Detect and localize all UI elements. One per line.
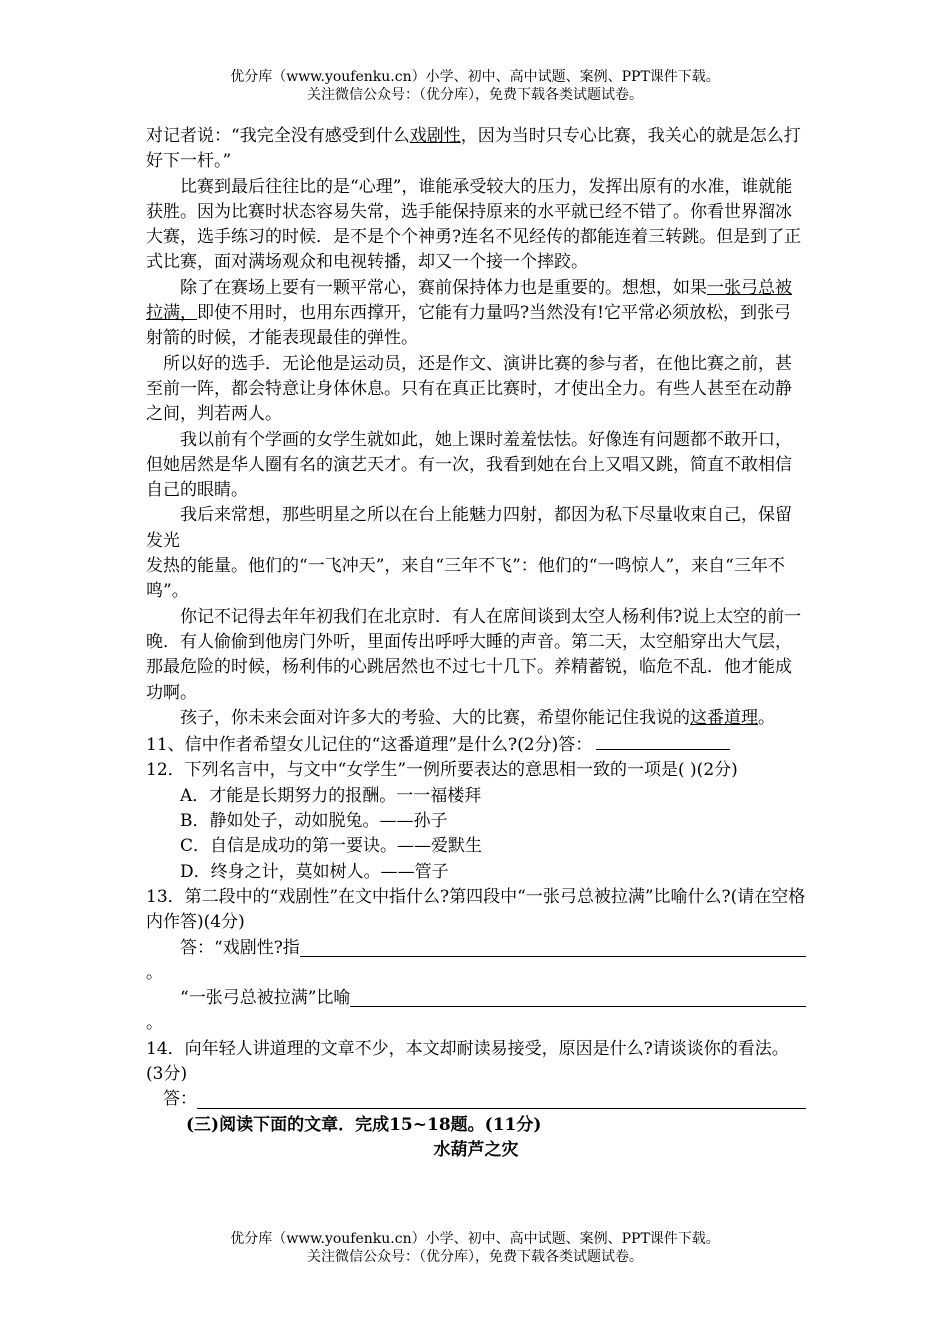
paragraph-8	[146, 706, 806, 731]
question-13-answer-2-label: “一张弓总被拉满”比喻	[180, 988, 351, 1009]
question-14-answer-label: 答：	[163, 1089, 197, 1110]
paragraph-3-text-a: 除了在赛场上要有一颗平常心，赛前保持体力也是重要的。想想，如果	[180, 277, 707, 298]
question-13-answer-2	[146, 986, 806, 1011]
question-13-answer-1	[146, 936, 806, 961]
paragraph-4: 所以好的选手．无论他是运动员，还是作文、演讲比赛的参与者，在他比赛之前，甚至前一阵，都会特意让身体休息。只有在真正比赛时，才使出全力。有些人甚至在动静之间，判若两人。	[146, 353, 792, 425]
header-line-2: 关注微信公众号：（优分库），免费下载各类试题试卷。	[307, 87, 643, 103]
question-14-answer-blank[interactable]	[197, 1088, 806, 1109]
question-13-answer-2-blank[interactable]	[350, 986, 806, 1007]
page-header	[0, 68, 950, 104]
question-14: 14．向年轻人讲道理的文章不少，本文却耐读易接受，原因是什么?请谈谈你的看法。(3分)	[146, 1038, 789, 1084]
underlined-xijuxing: 戏剧性	[409, 126, 461, 146]
paragraph-8-text-a: 孩子，你未来会面对许多大的考验、大的比赛，希望你能记住我说的	[180, 707, 690, 728]
question-13-answer-1-blank[interactable]	[300, 936, 806, 957]
option-a: A．才能是长期努力的报酬。一一福楼拜	[180, 785, 482, 806]
section-3-heading: (三)阅读下面的文章．完成15~18题。(11分)	[186, 1114, 542, 1135]
paragraph-1-text-a: 对记者说：“我完全没有感受到什么	[146, 126, 410, 146]
option-c: C．自信是成功的第一要诀。——爱默生	[180, 836, 483, 857]
article-title: 水葫芦之灾	[433, 1139, 519, 1160]
paragraph-7: 你记不记得去年年初我们在北京时．有人在席间谈到太空人杨利伟?说上太空的前一晚．有人偷偷到他房门外听，里面传出呼呼大睡的声音。第二天，太空船穿出大气层，那最危险的时候，杨利伟的心跳居然也不过七十几下。养精蓄锐，临危不乱．他才能成功啊。	[146, 606, 802, 703]
question-13: 13．第二段中的“戏剧性”在文中指什么?第四段中“一张弓总被拉满”比喻什么?(请在空格内作答)(4分)	[146, 886, 806, 933]
question-11-answer-blank[interactable]	[596, 731, 730, 750]
option-b: B．静如处子，动如脱兔。——孙子	[180, 811, 448, 832]
document-body	[146, 124, 806, 1163]
header-line-1: 优分库（www.youfenku.cn）小学、初中、高中试题、案例、PPT课件下载。	[230, 69, 720, 85]
paragraph-5: 我以前有个学画的女学生就如此，她上课时羞羞怯怯。好像连有问题都不敢开口，但她居然是华人圈有名的演艺天才。有一次，我看到她在台上又唱又跳，简直不敢相信自己的眼睛。	[146, 429, 792, 501]
period-1: 。	[146, 962, 163, 983]
paragraph-1-text-b: ，因为当时只专心比赛，我关心的就是怎么打好下一杆。”	[146, 126, 801, 172]
option-d: D．终身之计，莫如树人。——管子	[180, 861, 449, 882]
footer-line-1: 优分库（www.youfenku.cn）小学、初中、高中试题、案例、PPT课件下载。	[230, 1231, 720, 1247]
paragraph-6a: 我后来常想，那些明星之所以在台上能魅力四射，都因为私下尽量收束自己，保留发光	[146, 505, 792, 551]
underlined-zhefan-daoli: 这番道理	[690, 707, 758, 728]
question-13-answer-1-label: 答：“戏剧性?指	[180, 937, 300, 958]
paragraph-3-text-b: 即使不用时，也用东西撑开，它能有力量吗?当然没有!它平常必须放松，到张弓射箭的时候，才能表现最佳的弹性。	[146, 303, 791, 349]
page-footer	[0, 1230, 950, 1266]
question-11	[146, 731, 806, 758]
paragraph-3	[146, 276, 806, 352]
paragraph-1	[146, 124, 806, 175]
underlined-bow-phrase: 一张弓总被拉满，	[146, 277, 792, 324]
paragraph-2: 比赛到最后往往比的是“心理”，谁能承受较大的压力，发挥出原有的水准，谁就能获胜。因为比赛时状态容易失常，选手能保持原来的水平就已经不错了。你看世界溜冰大赛，选手练习的时候．是不是个个神勇?连名不见经传的都能连着三转跳。但是到了正式比赛，面对满场观众和电视转播，却又一个接一个摔跤。	[146, 176, 802, 273]
question-12: 12．下列名言中，与文中“女学生”一例所要表达的意思相一致的一项是( )(2分)	[146, 760, 738, 781]
question-11-text: 11、信中作者希望女儿记住的“这番道理”是什么?(2分)答：	[146, 735, 593, 756]
period-2: 。	[146, 1013, 163, 1034]
paragraph-6b: 发热的能量。他们的“一飞冲天”，来自“三年不飞”：他们的“一鸣惊人”，来自“三年不鸣”。	[146, 556, 785, 602]
paragraph-8-text-b: 。	[758, 707, 775, 728]
question-14-answer	[146, 1087, 806, 1112]
footer-line-2: 关注微信公众号：（优分库），免费下载各类试题试卷。	[307, 1249, 643, 1265]
